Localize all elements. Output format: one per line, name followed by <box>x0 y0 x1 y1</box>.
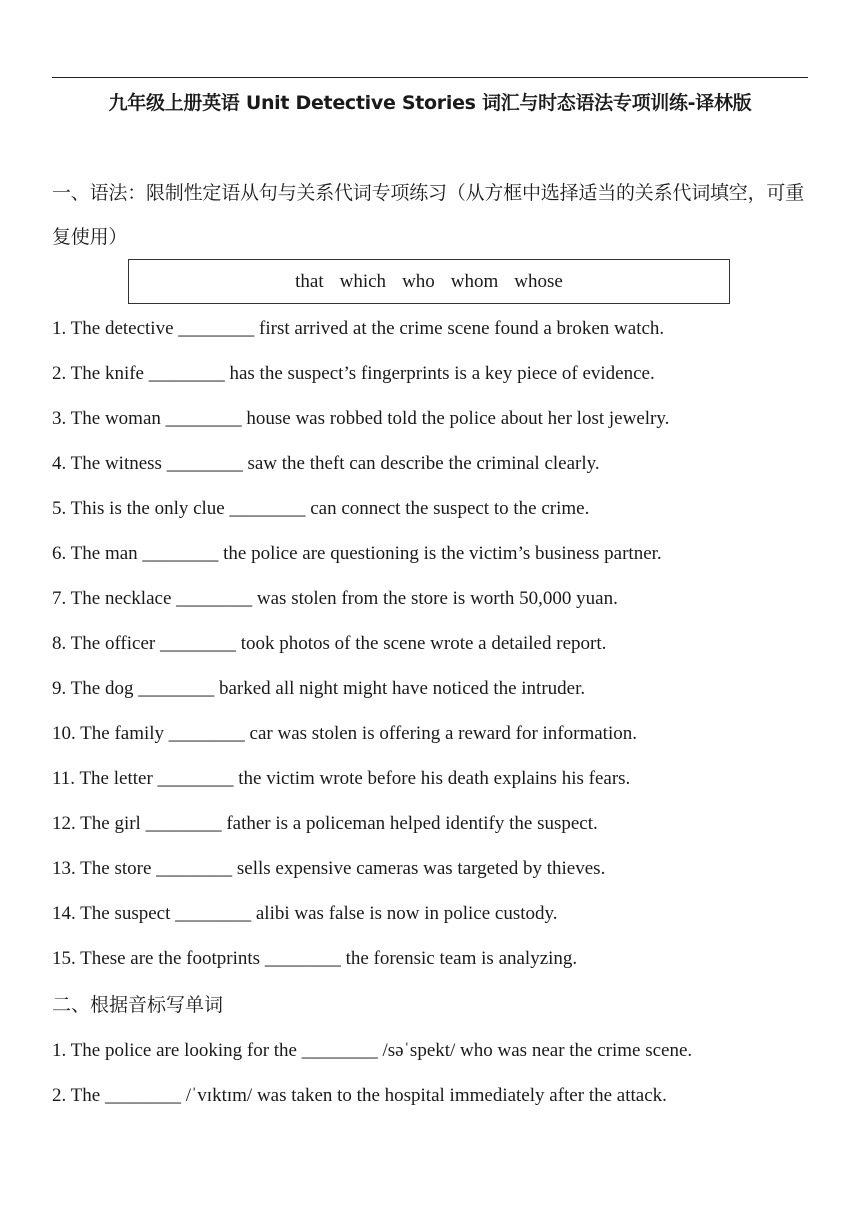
question-item: 2. The knife ________ has the suspect’s fingerprints is a key piece of evidence. <box>52 363 655 384</box>
section-1-heading: 一、语法：限制性定语从句与关系代词专项练习（从方框中选择适当的关系代词填空，可重复使用） <box>52 182 805 248</box>
question-item: 8. The officer ________ took photos of the scene wrote a detailed report. <box>52 633 607 654</box>
question-item: 9. The dog ________ barked all night might have noticed the intruder. <box>52 678 586 699</box>
word-bank-item: whom <box>450 270 499 292</box>
question-item: 5. This is the only clue ________ can connect the suspect to the crime. <box>52 498 590 519</box>
question-item: 6. The man ________ the police are questioning is the victim’s business partner. <box>52 543 662 564</box>
page-title: 九年级上册英语 Unit Detective Stories 词汇与时态语法专项训练-译林版 <box>108 92 752 114</box>
section-2-heading: 二、根据音标写单词 <box>52 994 224 1016</box>
question-item: 12. The girl ________ father is a policeman helped identify the suspect. <box>52 813 598 834</box>
word-bank-item: whose <box>514 270 563 292</box>
word-bank-item: which <box>339 270 387 292</box>
section-1-question-list <box>52 306 822 981</box>
question-item: 1. The police are looking for the ________ /səˈspekt/ who was near the crime scene. <box>52 1040 693 1061</box>
question-item: 11. The letter ________ the victim wrote before his death explains his fears. <box>52 768 631 789</box>
question-item: 15. These are the footprints ________ the forensic team is analyzing. <box>52 948 578 969</box>
word-bank-item: that <box>295 270 324 292</box>
question-item: 13. The store ________ sells expensive cameras was targeted by thieves. <box>52 858 606 879</box>
question-item: 1. The detective ________ first arrived at the crime scene found a broken watch. <box>52 318 665 339</box>
question-item: 3. The woman ________ house was robbed told the police about her lost jewelry. <box>52 408 670 429</box>
question-item: 14. The suspect ________ alibi was false is now in police custody. <box>52 903 558 924</box>
section-2-question-list <box>52 1028 822 1118</box>
question-item: 4. The witness ________ saw the theft can describe the criminal clearly. <box>52 453 600 474</box>
word-bank-box <box>128 259 730 304</box>
question-item: 2. The ________ /ˈvɪktɪm/ was taken to the hospital immediately after the attack. <box>52 1085 667 1106</box>
question-item: 10. The family ________ car was stolen is offering a reward for information. <box>52 723 637 744</box>
question-item: 7. The necklace ________ was stolen from the store is worth 50,000 yuan. <box>52 588 618 609</box>
word-bank-item: who <box>402 270 435 292</box>
header-rule <box>52 77 808 78</box>
